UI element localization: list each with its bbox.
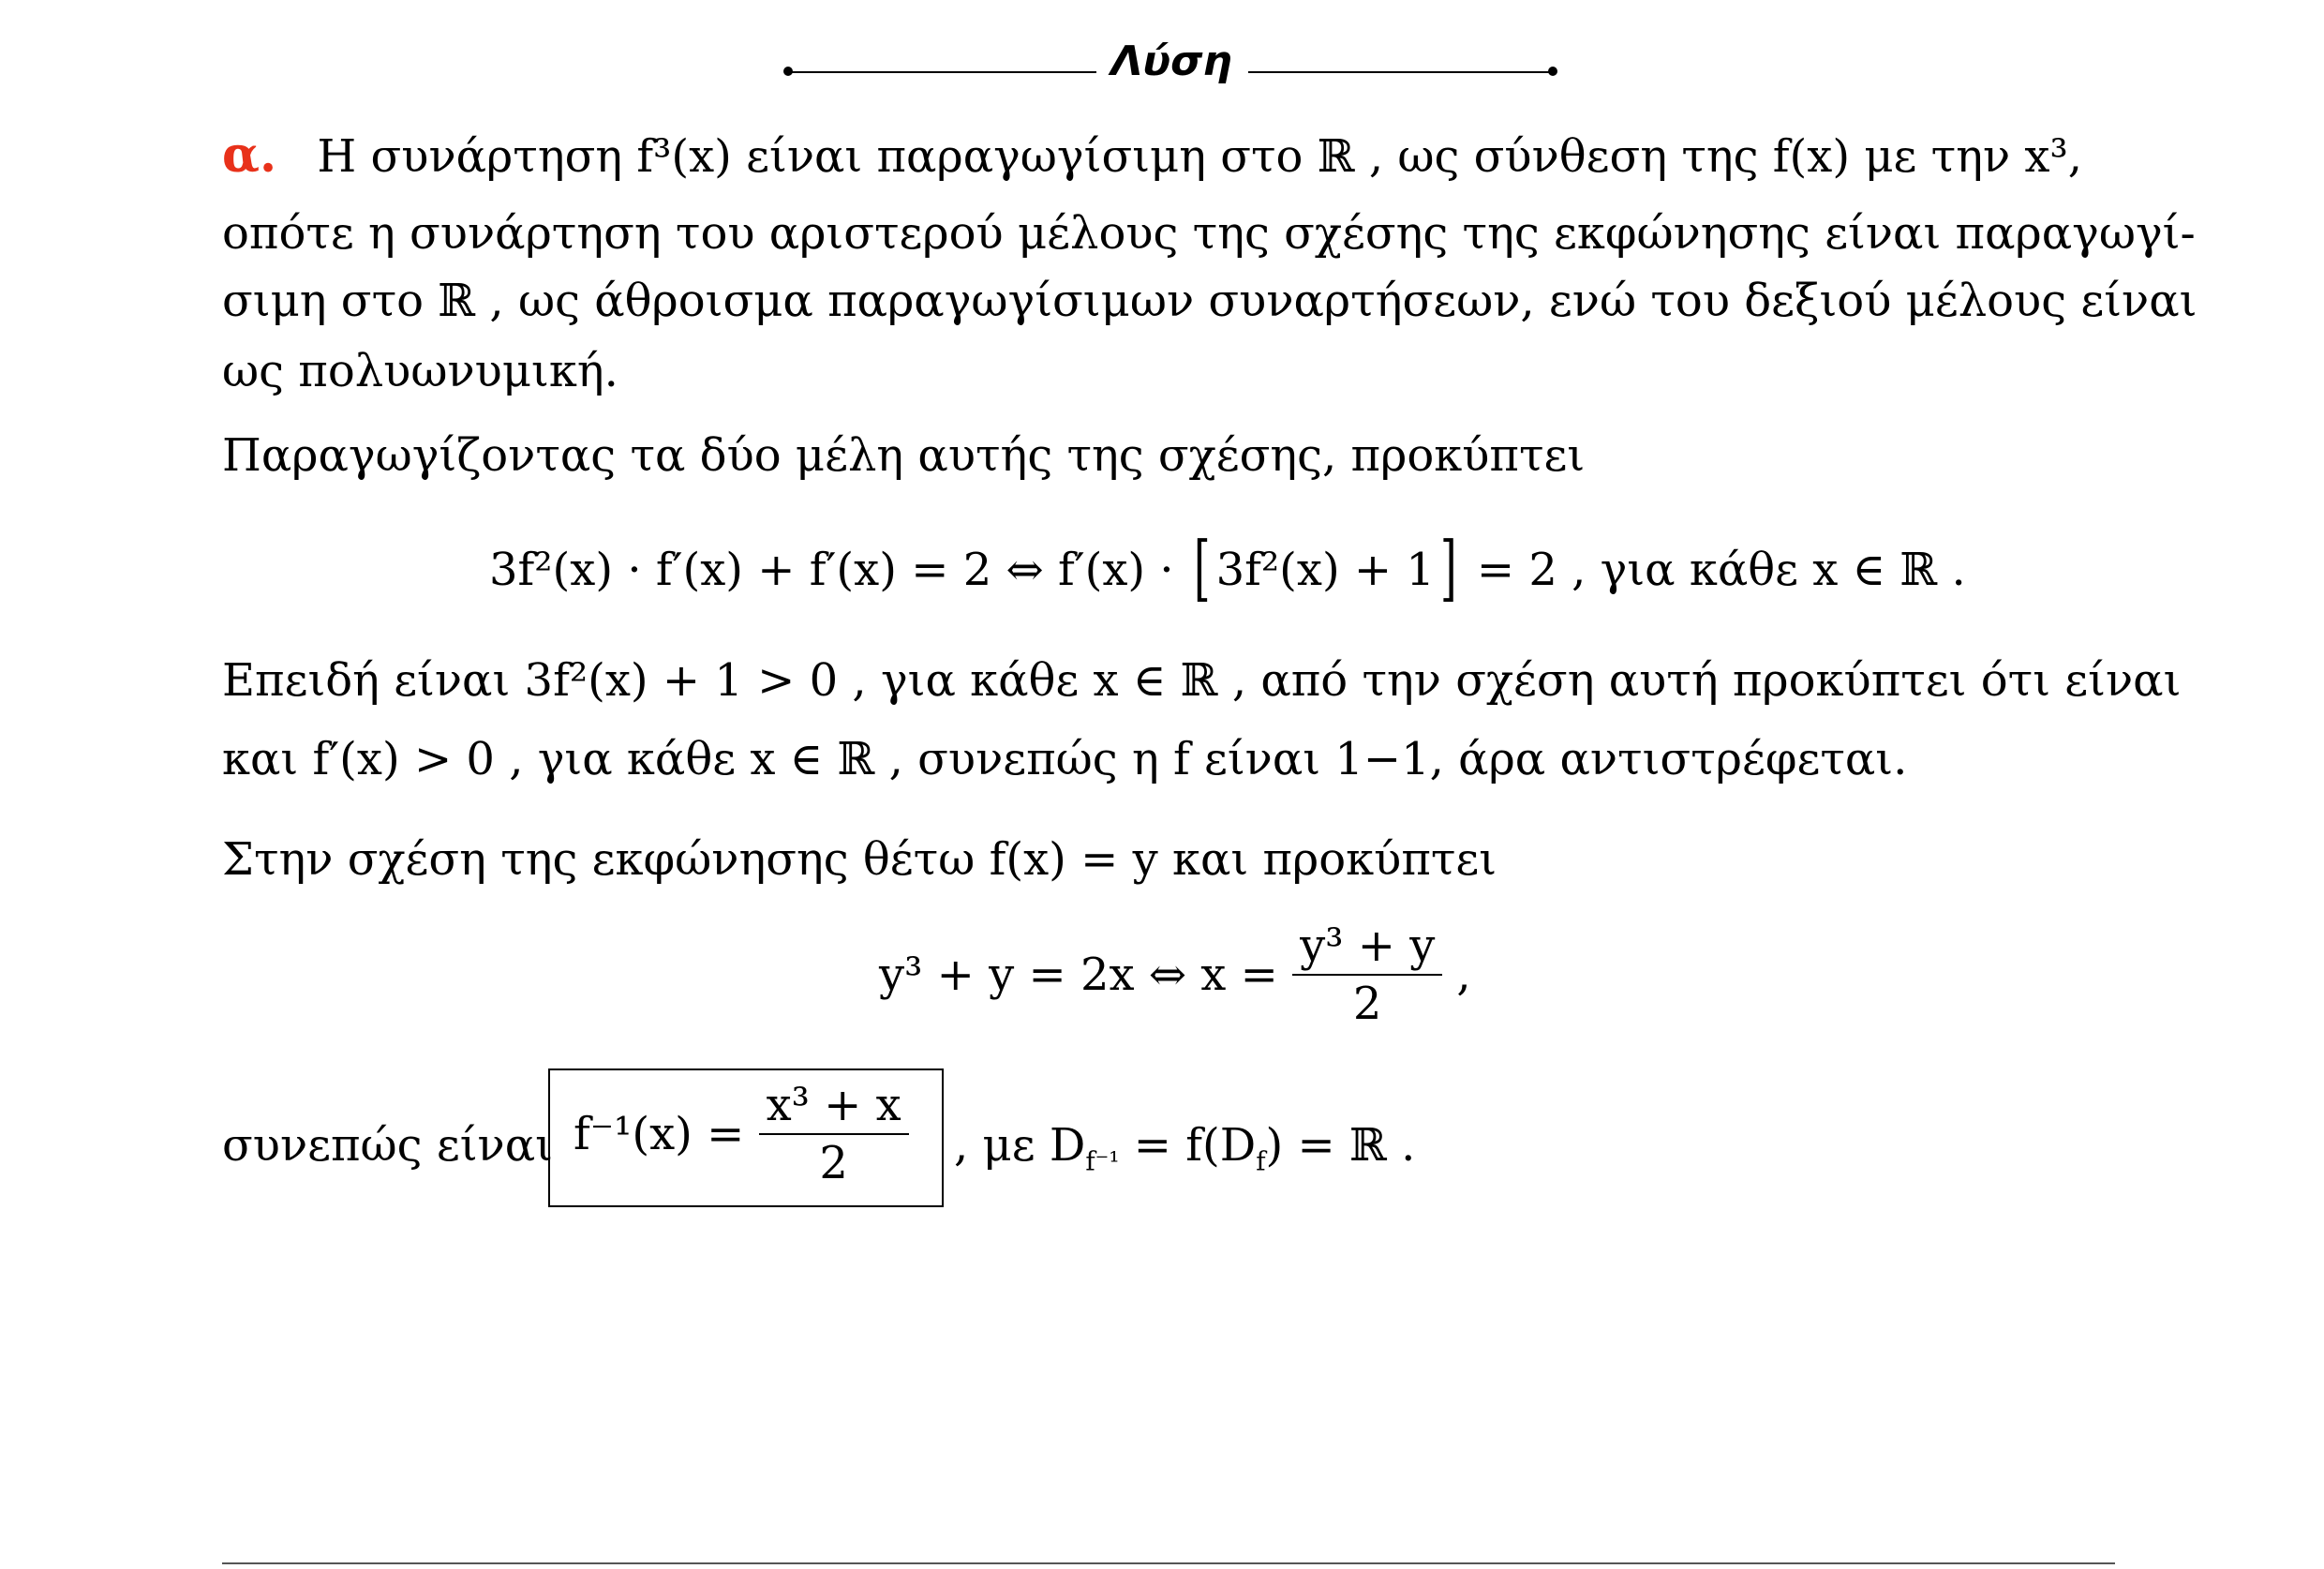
section-title: Λύση bbox=[1110, 37, 1232, 85]
boxed-fraction bbox=[759, 1079, 909, 1189]
eq2-left: y³ + y = 2x ⇔ x = bbox=[879, 949, 1278, 1001]
boxed-numerator: x³ + x bbox=[766, 1079, 901, 1131]
footer-rule bbox=[222, 1562, 2115, 1564]
boxed-formula bbox=[574, 1079, 909, 1189]
right-bracket: ] bbox=[1439, 526, 1457, 609]
paragraph-line-6: Επειδή είναι 3f²(x) + 1 > 0 , για κάθε x ∈ ℝ , από την σχέση αυτή προκύπτει ότι είναι bbox=[222, 654, 2182, 707]
conclusion-suffix: , με D bbox=[954, 1119, 1086, 1172]
eq2-numerator: y³ + y bbox=[1300, 919, 1436, 972]
paragraph-line-3: σιμη στο ℝ , ως άθροισμα παραγωγίσιμων συναρτήσεων, ενώ του δεξιού μέλους είναι bbox=[222, 275, 2197, 327]
boxed-denominator: 2 bbox=[819, 1137, 848, 1189]
paragraph-line-2: οπότε η συνάρτηση του αριστερού μέλους της σχέσης της εκφώνησης είναι παραγωγί- bbox=[222, 207, 2196, 260]
eq1-bracket-content: 3f²(x) + 1 bbox=[1215, 544, 1435, 596]
conclusion-end: ) = ℝ . bbox=[1265, 1119, 1416, 1172]
equation-derivative bbox=[489, 526, 1966, 609]
conclusion-prefix: συνεπώς είναι bbox=[222, 1119, 553, 1172]
conclusion-mid: = f(D bbox=[1119, 1119, 1257, 1172]
part-label: α. bbox=[222, 127, 277, 184]
equation-inverse bbox=[879, 919, 1471, 1030]
paragraph-line-8: Στην σχέση της εκφώνησης θέτω f(x) = y και προκύπτει bbox=[222, 833, 1497, 886]
eq2-fraction bbox=[1292, 919, 1442, 1030]
left-bracket: [ bbox=[1193, 526, 1211, 609]
boxed-left: f⁻¹(x) = bbox=[574, 1108, 745, 1160]
paragraph-line-1 bbox=[222, 127, 2082, 184]
paragraph-line-4: ως πολυωνυμική. bbox=[222, 345, 618, 397]
text-line-1: Η συνάρτηση f³(x) είναι παραγωγίσιμη στο ℝ , ως σύνθεση της f(x) με την x³, bbox=[317, 130, 2082, 183]
eq1-left: 3f²(x) · f′(x) + f′(x) = 2 ⇔ f′(x) · bbox=[489, 544, 1174, 596]
eq1-right: = 2 , για κάθε x ∈ ℝ . bbox=[1476, 544, 1966, 596]
header-left-rule bbox=[789, 71, 1096, 73]
domain-subscript-inverse: f⁻¹ bbox=[1085, 1145, 1120, 1177]
header-right-rule bbox=[1248, 71, 1554, 73]
eq2-tail: , bbox=[1456, 949, 1471, 1001]
conclusion-domain bbox=[954, 1119, 1416, 1177]
eq2-denominator: 2 bbox=[1352, 978, 1382, 1030]
paragraph-line-7: και f′(x) > 0 , για κάθε x ∈ ℝ , συνεπώς η f είναι 1−1, άρα αντιστρέφεται. bbox=[222, 733, 1908, 785]
header-right-dot bbox=[1548, 67, 1557, 76]
paragraph-line-5: Παραγωγίζοντας τα δύο μέλη αυτής της σχέσης, προκύπτει bbox=[222, 429, 1586, 482]
domain-subscript-f: f bbox=[1256, 1145, 1266, 1177]
